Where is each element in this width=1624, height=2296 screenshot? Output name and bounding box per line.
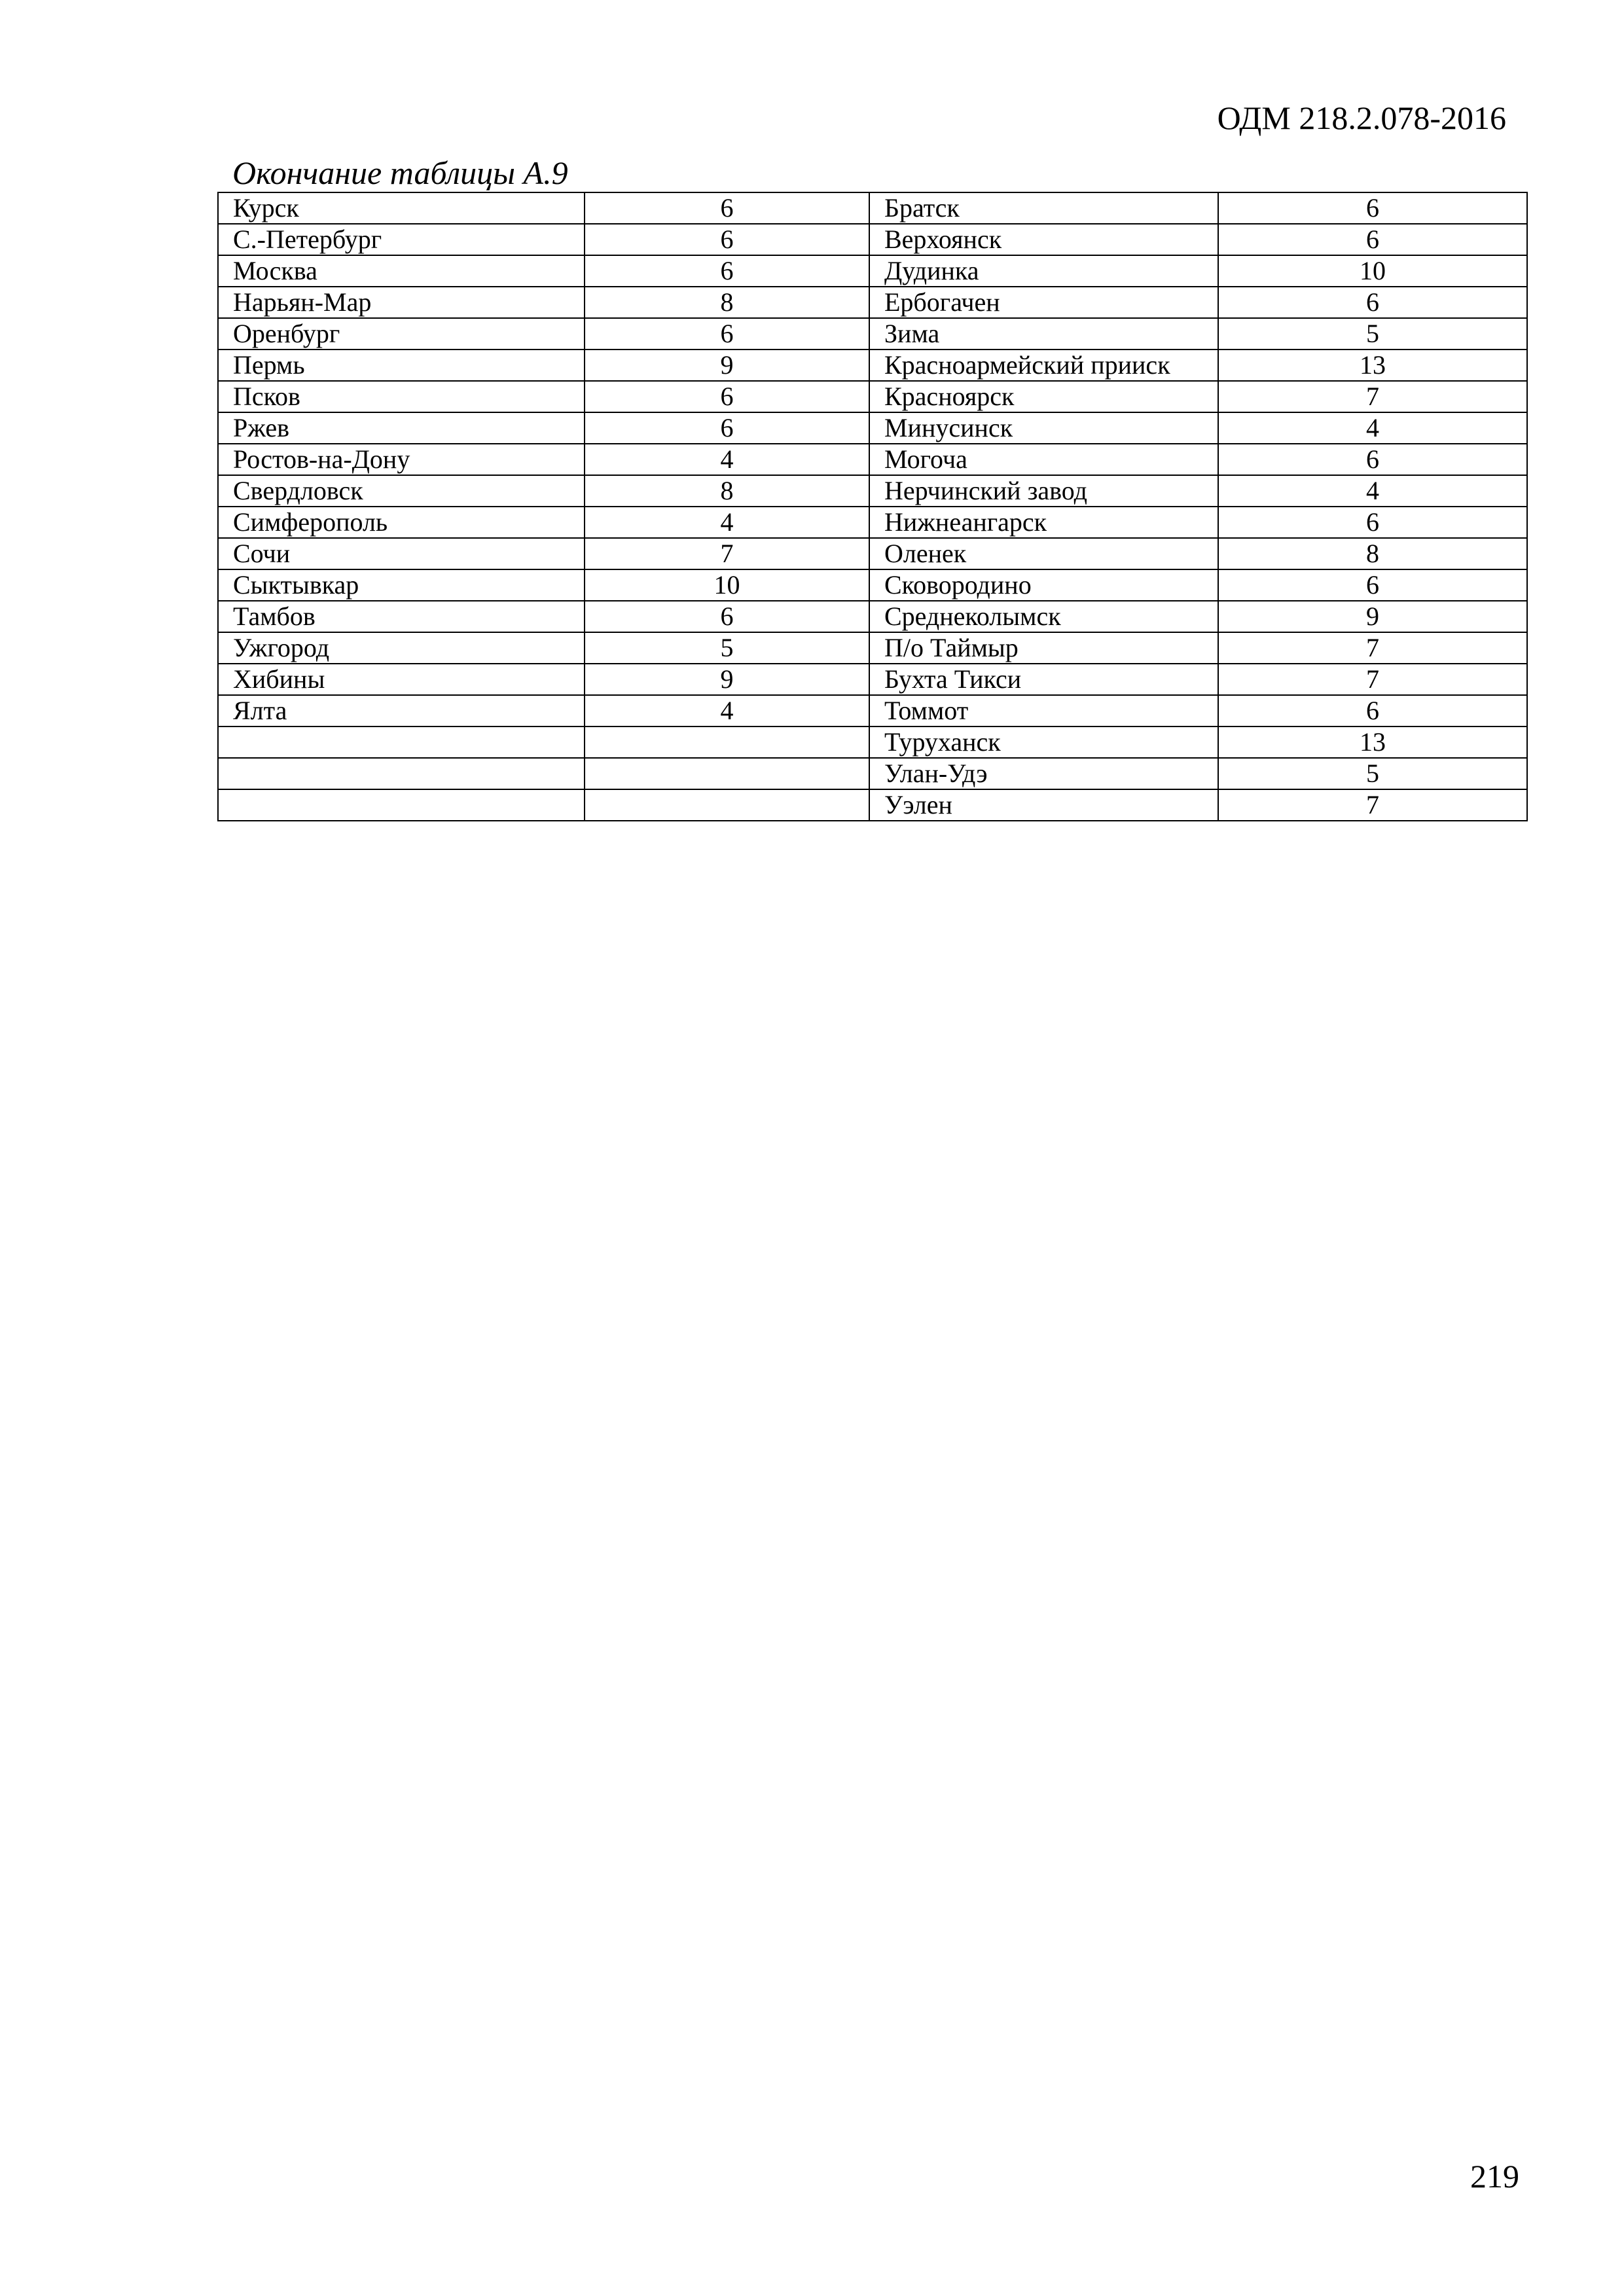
table-row [218, 632, 1527, 664]
city-right: Уэлен [869, 789, 1218, 821]
table-row [218, 758, 1527, 789]
table-row [218, 224, 1527, 255]
value-right: 13 [1218, 350, 1527, 381]
city-left: Курск [218, 192, 585, 224]
city-left [218, 726, 585, 758]
value-left: 7 [585, 538, 869, 569]
value-left: 10 [585, 569, 869, 601]
value-left: 6 [585, 601, 869, 632]
value-left: 4 [585, 507, 869, 538]
table-row [218, 789, 1527, 821]
value-left [585, 789, 869, 821]
city-right: Братск [869, 192, 1218, 224]
value-left: 6 [585, 381, 869, 412]
city-left: Сочи [218, 538, 585, 569]
city-right: Бухта Тикси [869, 664, 1218, 695]
value-right: 6 [1218, 507, 1527, 538]
table-row [218, 444, 1527, 475]
table-row [218, 318, 1527, 350]
city-right: Оленек [869, 538, 1218, 569]
value-right: 6 [1218, 287, 1527, 318]
value-right: 5 [1218, 758, 1527, 789]
table-row [218, 255, 1527, 287]
table-row [218, 726, 1527, 758]
city-left: Симферополь [218, 507, 585, 538]
city-right: Среднеколымск [869, 601, 1218, 632]
value-left: 8 [585, 475, 869, 507]
city-left [218, 789, 585, 821]
city-right: Томмот [869, 695, 1218, 726]
city-left: Тамбов [218, 601, 585, 632]
table-row [218, 192, 1527, 224]
value-left: 8 [585, 287, 869, 318]
value-right: 7 [1218, 632, 1527, 664]
city-left: Оренбург [218, 318, 585, 350]
city-left: Псков [218, 381, 585, 412]
table-row [218, 475, 1527, 507]
table-row [218, 381, 1527, 412]
city-left [218, 758, 585, 789]
city-left: С.-Петербург [218, 224, 585, 255]
table-row [218, 507, 1527, 538]
value-left [585, 726, 869, 758]
city-left: Москва [218, 255, 585, 287]
value-right: 5 [1218, 318, 1527, 350]
value-right: 4 [1218, 475, 1527, 507]
value-left: 6 [585, 224, 869, 255]
city-left: Свердловск [218, 475, 585, 507]
value-left: 5 [585, 632, 869, 664]
table-row [218, 695, 1527, 726]
value-right: 7 [1218, 789, 1527, 821]
value-right: 6 [1218, 569, 1527, 601]
value-right: 10 [1218, 255, 1527, 287]
value-left: 6 [585, 255, 869, 287]
city-right: Красноармейский прииск [869, 350, 1218, 381]
table-row [218, 538, 1527, 569]
value-right: 8 [1218, 538, 1527, 569]
city-left: Ужгород [218, 632, 585, 664]
city-left: Ялта [218, 695, 585, 726]
city-right: Нерчинский завод [869, 475, 1218, 507]
city-right: Зима [869, 318, 1218, 350]
station-table-body [218, 192, 1527, 821]
city-left: Нарьян-Мар [218, 287, 585, 318]
value-left: 6 [585, 192, 869, 224]
value-right: 7 [1218, 664, 1527, 695]
page-number: 219 [1470, 2158, 1519, 2195]
table-row [218, 569, 1527, 601]
city-right: Красноярск [869, 381, 1218, 412]
value-left: 6 [585, 412, 869, 444]
value-left: 6 [585, 318, 869, 350]
city-right: Дудинка [869, 255, 1218, 287]
table-caption: Окончание таблицы А.9 [232, 154, 568, 191]
city-right: П/о Таймыр [869, 632, 1218, 664]
city-right: Нижнеангарск [869, 507, 1218, 538]
table-row [218, 350, 1527, 381]
value-right: 6 [1218, 444, 1527, 475]
value-right: 6 [1218, 224, 1527, 255]
document-code: ОДМ 218.2.078-2016 [1217, 99, 1506, 136]
table-row [218, 664, 1527, 695]
city-right: Верхоянск [869, 224, 1218, 255]
city-left: Пермь [218, 350, 585, 381]
station-table [217, 192, 1528, 821]
value-right: 9 [1218, 601, 1527, 632]
value-left [585, 758, 869, 789]
value-left: 4 [585, 444, 869, 475]
table-row [218, 412, 1527, 444]
city-right: Улан-Удэ [869, 758, 1218, 789]
value-left: 9 [585, 664, 869, 695]
city-left: Сыктывкар [218, 569, 585, 601]
city-right: Ербогачен [869, 287, 1218, 318]
value-right: 4 [1218, 412, 1527, 444]
table-row [218, 287, 1527, 318]
city-left: Ростов-на-Дону [218, 444, 585, 475]
value-right: 13 [1218, 726, 1527, 758]
table-row [218, 601, 1527, 632]
city-right: Туруханск [869, 726, 1218, 758]
value-right: 6 [1218, 695, 1527, 726]
city-left: Ржев [218, 412, 585, 444]
city-left: Хибины [218, 664, 585, 695]
city-right: Сковородино [869, 569, 1218, 601]
city-right: Могоча [869, 444, 1218, 475]
value-right: 7 [1218, 381, 1527, 412]
value-left: 9 [585, 350, 869, 381]
value-left: 4 [585, 695, 869, 726]
value-right: 6 [1218, 192, 1527, 224]
city-right: Минусинск [869, 412, 1218, 444]
